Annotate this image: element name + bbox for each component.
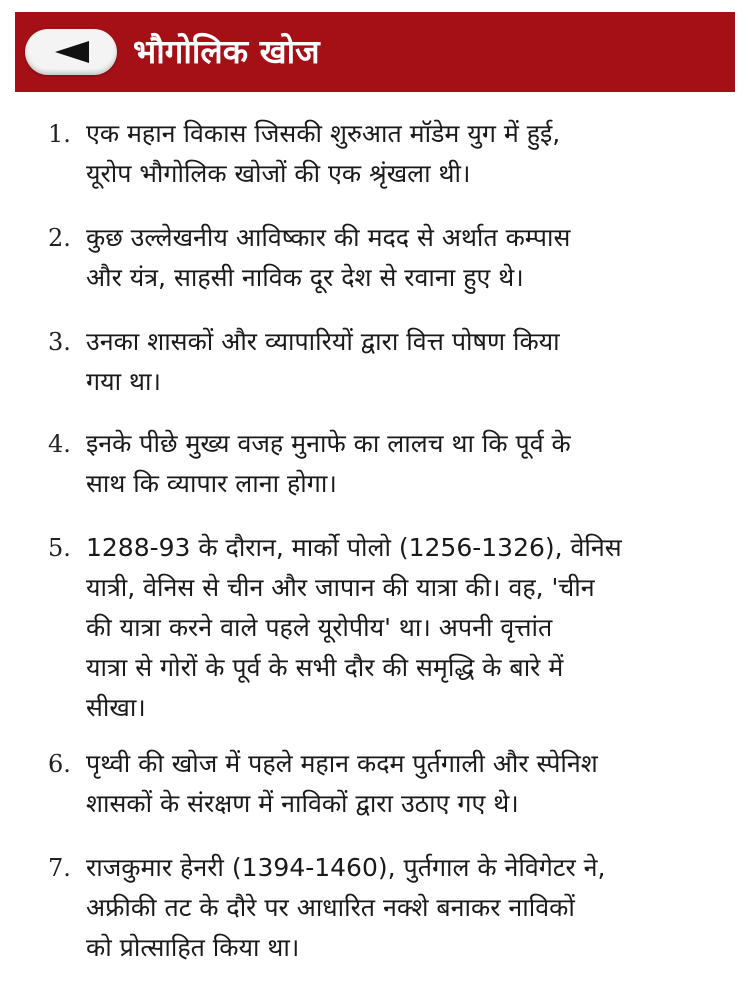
list-item-number: 3.	[48, 328, 71, 356]
list-item-number: 5.	[48, 534, 71, 562]
page-title: भौगोलिक खोज	[133, 32, 320, 71]
back-arrow-icon	[55, 39, 91, 65]
list-item-number: 7.	[48, 854, 71, 882]
list-item-text: एक महान विकास जिसकी शुरुआत मॉडेम युग में हुई, यूरोप भौगोलिक खोजों की एक श्रृंखला थी।	[86, 119, 561, 188]
list-item-number: 1.	[48, 120, 71, 148]
list-item-text: इनके पीछे मुख्य वजह मुनाफे का लालच था कि पूर्व के साथ कि व्यापार लाना होगा।	[86, 429, 571, 498]
list-item-text: राजकुमार हेनरी (1394-1460), पुर्तगाल के नेविगेटर ने, अफ्रीकी तट के दौरे पर आधारित नक्शे बनाकर नाविकों को प्रोत्साहित किया था।	[86, 853, 606, 962]
list-item-text: पृथ्वी की खोज में पहले महान कदम पुर्तगाली और स्पेनिश शासकों के संरक्षण में नाविकों द्वारा उठाए गए थे।	[86, 749, 598, 818]
list-item-text: कुछ उल्लेखनीय आविष्कार की मदद से अर्थात कम्पास और यंत्र, साहसी नाविक दूर देश से रवाना हुए थे।	[86, 223, 571, 292]
list-item-text: 1288-93 के दौरान, मार्को पोलो (1256-1326), वेनिस यात्री, वेनिस से चीन और जापान की यात्रा की। वह, 'चीन की यात्रा करने वाले पहले यूरोपीय' था। अपनी वृत्तांत यात्रा से गोरों के पूर्व के सभी दौर की समृद्धि के बारे में सीखा।	[86, 533, 622, 722]
list-item-number: 4.	[48, 430, 71, 458]
header-bar	[15, 12, 735, 92]
list-item-text: उनका शासकों और व्यापारियों द्वारा वित्त पोषण किया गया था।	[86, 327, 560, 396]
list-item-number: 6.	[48, 750, 71, 778]
list-item-number: 2.	[48, 224, 71, 252]
back-button[interactable]	[25, 29, 117, 75]
